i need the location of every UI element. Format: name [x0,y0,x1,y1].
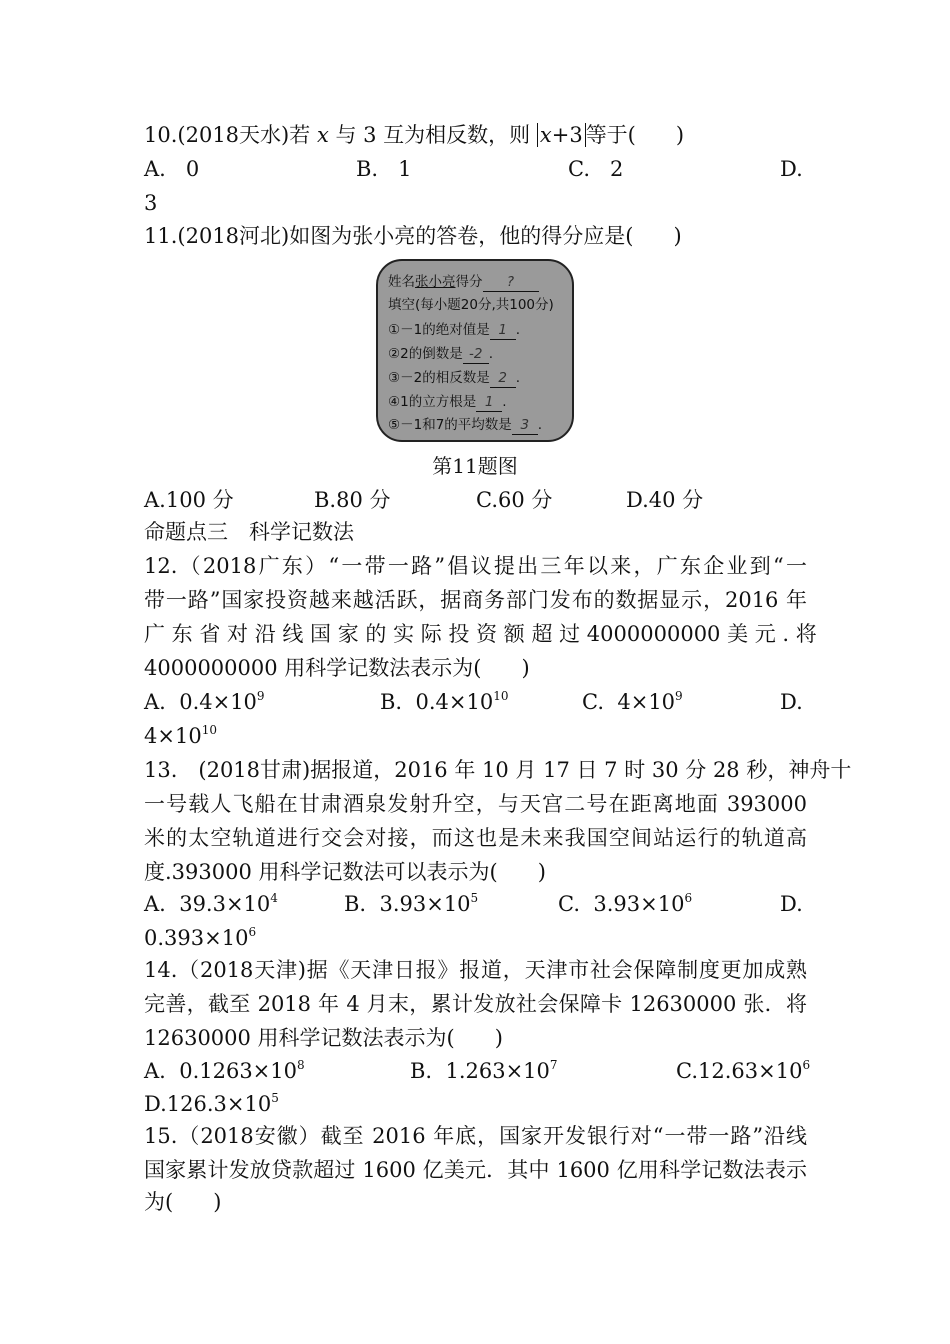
option-mantissa: 4×10 [617,690,676,714]
option-value: 100 分 [165,488,234,512]
option-label: A. [144,157,166,181]
q13-line-1: 13. (2018甘肃)据报道，2016 年 10 月 17 日 7 时 30 分 28 秒，神舟十 [144,758,852,782]
option-mantissa: 4×10 [144,724,202,748]
q10-absolute-value [537,123,586,147]
item-answer: 3 [512,416,538,435]
q12-option-a[interactable] [144,688,265,716]
option-label: D. [780,690,803,714]
item-answer: 1 [476,393,502,412]
q14-option-a[interactable] [144,1057,305,1085]
q13-option-a[interactable] [144,890,278,918]
score-label: 得分 [455,274,483,290]
q11-option-d[interactable] [626,486,703,514]
item-end: . [488,346,493,362]
option-mantissa: 1.263×10 [445,1059,550,1083]
q10-source: (2018天水) [177,123,290,147]
option-label: A. [144,892,166,916]
q12-line-2: 带一路”国家投资越来越活跃，据商务部门发布的数据显示，2016 年 [144,588,807,612]
item-answer: 1 [490,321,516,340]
q11-option-c[interactable] [476,486,552,514]
q10-text-b: 与 3 互为相反数，则 [335,123,531,147]
q11-text: 如图为张小亮的答卷，他的得分应是( [289,224,634,248]
option-mantissa: 0.4×10 [179,690,257,714]
q13-option-d-value [144,924,256,952]
q14-line-1: 14.（2018天津)据《天津日报》报道，天津市社会保障制度更加成熟 [144,958,807,982]
q12-close-paren: ) [521,656,530,680]
q10-option-d[interactable] [780,155,803,183]
item-end: . [502,394,507,410]
q12-option-d-value [144,722,217,750]
q13-line-2: 一号载人飞船在甘肃酒泉发射升空，与天宫二号在距离地面 393000 [144,792,807,816]
figure-item-1 [388,321,520,340]
q14-line-3 [144,1024,807,1052]
figure-item-4 [388,393,507,412]
option-value: 0 [185,157,200,181]
q10-option-b[interactable] [356,155,412,183]
option-label: B. [314,488,337,512]
item-answer: -2 [463,345,489,364]
q10-variable: x [316,123,329,147]
q13-line-4-text: 度.393000 用科学记数法可以表示为( [144,860,498,884]
option-label: C. [558,892,580,916]
option-label: C. [568,157,590,181]
q10-stem [144,121,807,149]
student-name: 张小亮 [415,274,456,290]
q10-abs-variable: x [539,123,552,147]
figure-caption: 第11题图 [432,454,518,478]
option-exponent: 6 [802,1058,811,1072]
item-text: ③－2的相反数是 [388,370,490,386]
option-mantissa: 0.1263×10 [179,1059,297,1083]
q15-line-1: 15.（2018安徽）截至 2016 年底，国家开发银行对“一带一路”沿线 [144,1124,807,1148]
figure-header: 填空(每小题20分,共100分) [388,297,554,313]
q15-line-3-text: 为( [144,1190,174,1214]
item-text: ①－1的绝对值是 [388,322,490,338]
q10-option-d-value: 3 [144,191,158,215]
q12-line-1: 12.（2018广东）“一带一路”倡议提出三年以来，广东企业到“一 [144,554,807,578]
q11-source: (2018河北) [177,224,290,248]
option-mantissa: 0.393×10 [144,926,249,950]
q12-option-d[interactable] [780,688,803,716]
q13-line-3: 米的太空轨道进行交会对接，而这也是未来我国空间站运行的轨道高 [144,826,807,850]
option-label: B. [410,1059,433,1083]
option-exponent: 5 [271,1091,279,1105]
item-end: . [515,322,520,338]
q10-number: 10. [144,123,178,147]
q10-close-paren: ) [675,123,685,147]
option-exponent: 6 [248,925,257,939]
option-exponent: 10 [493,689,509,703]
option-exponent: 7 [549,1058,558,1072]
option-label: B. [380,690,403,714]
q14-option-d[interactable] [144,1090,279,1118]
q13-option-b[interactable] [344,890,478,918]
option-label: A. [144,1059,166,1083]
q15-close-paren: ) [213,1190,222,1214]
q11-option-a[interactable] [144,486,234,514]
q12-line-4-text: 4000000000 用科学记数法表示为( [144,656,482,680]
q13-option-d[interactable] [780,890,803,918]
option-exponent: 8 [297,1058,305,1072]
section-heading: 命题点三 科学记数法 [144,520,354,544]
answer-sheet-figure [376,259,574,442]
option-value: 60 分 [498,488,553,512]
option-label: D. [144,1092,167,1116]
option-label: C. [476,488,498,512]
q12-option-c[interactable] [582,688,683,716]
q11-number: 11. [144,224,178,248]
q14-option-c[interactable] [676,1057,810,1085]
score-value: ? [483,273,539,292]
option-label: C. [676,1059,698,1083]
q11-close-paren: ) [673,224,682,248]
option-mantissa: 3.93×10 [379,892,471,916]
q10-option-c[interactable] [568,155,623,183]
option-exponent: 9 [675,689,683,703]
option-label: A. [144,690,166,714]
q14-close-paren: ) [494,1026,503,1050]
q12-line-4 [144,654,807,682]
q13-option-c[interactable] [558,890,692,918]
item-end: . [515,370,520,386]
option-exponent: 6 [684,891,693,905]
q15-line-3 [144,1188,807,1216]
q15-line-2: 国家累计发放贷款超过 1600 亿美元．其中 1600 亿用科学记数法表示 [144,1158,807,1182]
option-label: D. [780,892,803,916]
q10-abs-expr: +3 [551,123,583,147]
q11-option-b[interactable] [314,486,391,514]
option-exponent: 5 [470,891,479,905]
q10-text-c: 等于( [585,123,636,147]
option-exponent: 4 [270,891,278,905]
option-label: A. [144,488,166,512]
q12-option-b[interactable] [380,688,508,716]
option-mantissa: 3.93×10 [593,892,685,916]
name-label: 姓名 [388,274,415,290]
option-mantissa: 126.3×10 [166,1092,272,1116]
figure-name-row [388,273,539,292]
q14-line-2: 完善，截至 2018 年 4 月末，累计发放社会保障卡 12630000 张．将 [144,992,807,1016]
option-value: 80 分 [336,488,391,512]
option-mantissa: 39.3×10 [179,892,271,916]
item-text: ②2的倒数是 [388,346,463,362]
figure-item-5 [388,416,542,435]
q14-line-3-text: 12630000 用科学记数法表示为( [144,1026,455,1050]
q10-option-a[interactable] [144,155,199,183]
item-text: ④1的立方根是 [388,394,477,410]
figure-item-2 [388,345,493,364]
q10-text-a: 若 [289,123,311,147]
option-exponent: 9 [256,689,265,703]
option-label: D. [780,157,803,181]
option-exponent: 10 [201,723,217,737]
figure-item-3 [388,369,520,388]
option-label: B. [344,892,367,916]
option-label: C. [582,690,604,714]
option-label: D. [626,488,649,512]
q11-stem [144,222,807,250]
q13-line-4 [144,858,807,886]
option-value: 1 [398,157,412,181]
q12-line-3: 广 东 省 对 沿 线 国 家 的 实 际 投 资 额 超 过 4000000000 美 元 . 将 [144,622,817,646]
option-mantissa: 0.4×10 [415,690,494,714]
q14-option-b[interactable] [410,1057,558,1085]
option-label: B. [356,157,379,181]
item-answer: 2 [490,369,516,388]
item-end: . [537,417,543,433]
item-text: ⑤－1和7的平均数是 [388,417,512,433]
option-mantissa: 12.63×10 [698,1059,803,1083]
option-value: 2 [610,157,624,181]
option-value: 40 分 [648,488,704,512]
q13-close-paren: ) [537,860,546,884]
